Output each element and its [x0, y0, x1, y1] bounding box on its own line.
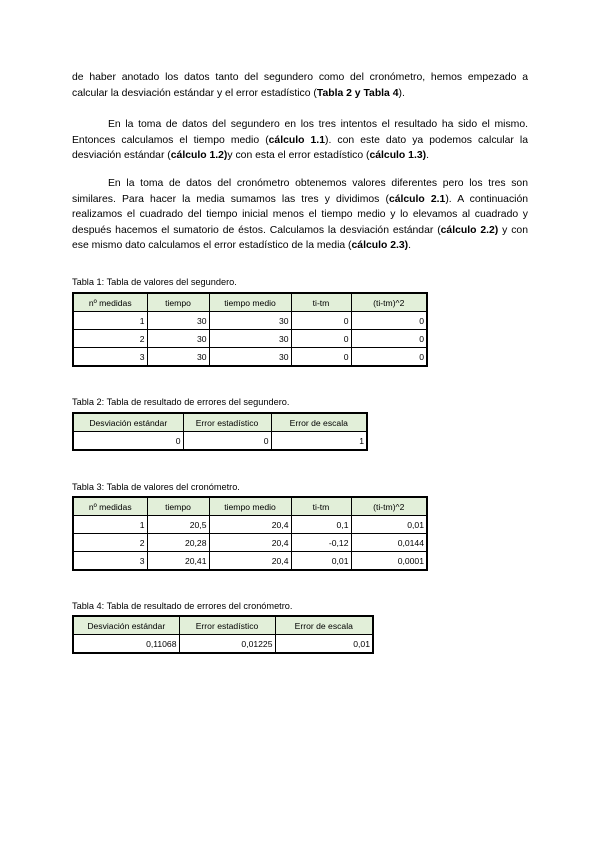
table-cell: 20,4	[209, 516, 291, 534]
table-header-row	[73, 616, 373, 635]
table-cell: 20,28	[147, 534, 209, 552]
table-cell: 20,4	[209, 552, 291, 571]
paragraph-cronometro	[72, 176, 528, 254]
table-cell: 30	[147, 330, 209, 348]
paragraph-text: ). con este dato ya podemos calcular la desviación estándar (	[72, 134, 529, 161]
table-cell: 0,01	[351, 516, 427, 534]
paragraph-text: .	[408, 240, 412, 251]
table-cell: 0,01	[275, 635, 373, 654]
bold-reference: cálculo 2.3)	[351, 240, 409, 251]
table2-caption: Tabla 2: Tabla de resultado de errores del segundero.	[72, 397, 290, 407]
bold-reference: cálculo 1.2)	[170, 150, 228, 161]
paragraph-text: .	[426, 150, 429, 161]
paragraph-text: En la toma de datos del cronómetro obtenemos valores diferentes pero los tres son similares. Para hacer la media sumamos las tres y dividimos (	[72, 178, 528, 205]
bold-reference: cálculo 1.3)	[369, 150, 427, 161]
paragraph-text: ).	[398, 87, 405, 99]
table-cell: 2	[73, 534, 147, 552]
column-header: Error estadístico	[183, 413, 271, 432]
table-cell: 0	[351, 330, 427, 348]
table3-cronometro-values	[72, 496, 428, 571]
table-header-row	[73, 497, 427, 516]
table-cell: 0	[183, 432, 271, 451]
table-cell: 0,0001	[351, 552, 427, 571]
table-cell: 20,41	[147, 552, 209, 571]
bold-reference: cálculo 2.1	[388, 193, 446, 205]
table-row	[73, 552, 427, 571]
table-header-row	[73, 413, 367, 432]
paragraph-text: ). A continuación realizamos el cuadrado del tiempo inicial menos el tiempo medio y lo elevamos al cuadrado y después hacemos el sumatorio de éstos. Calculamos la desviación estándar (	[72, 193, 529, 236]
table4-caption: Tabla 4: Tabla de resultado de errores del cronómetro.	[72, 601, 293, 611]
column-header: nº medidas	[73, 497, 147, 516]
table-row	[73, 516, 427, 534]
table-cell: 3	[73, 552, 147, 571]
column-header: Error de escala	[275, 616, 373, 635]
table-row	[73, 312, 427, 330]
paragraph-segundero	[72, 117, 528, 164]
column-header: (ti-tm)^2	[351, 497, 427, 516]
table3-caption: Tabla 3: Tabla de valores del cronómetro.	[72, 482, 240, 492]
column-header: tiempo	[147, 293, 209, 312]
table-row	[73, 330, 427, 348]
table-cell: 30	[147, 312, 209, 330]
table-cell: 0	[291, 348, 351, 367]
paragraph-text: y con ese mismo dato calculamos el error estadístico de la media (	[72, 224, 528, 251]
column-header: tiempo	[147, 497, 209, 516]
table-cell: 20,4	[209, 534, 291, 552]
table-cell: 30	[209, 348, 291, 367]
column-header: Error de escala	[271, 413, 367, 432]
column-header: nº medidas	[73, 293, 147, 312]
column-header: tiempo medio	[209, 293, 291, 312]
table-cell: 0	[351, 348, 427, 367]
table-row	[73, 432, 367, 451]
table-cell: 0,1	[291, 516, 351, 534]
table-cell: 1	[73, 516, 147, 534]
table-cell: 1	[73, 312, 147, 330]
paragraph-text: En la toma de datos del segundero en los tres intentos el resultado ha sido el mismo. Entonces calculamos el tiempo medio (	[72, 119, 528, 146]
table4-cronometro-errors	[72, 615, 374, 654]
table-header-row	[73, 293, 427, 312]
paragraph-text: de haber anotado los datos tanto del segundero como del cronómetro, hemos empezado a calcular la desviación estándar y el error estadístico (	[72, 72, 528, 99]
column-header: Desviación estándar	[73, 616, 179, 635]
column-header: ti-tm	[291, 293, 351, 312]
table-row	[73, 534, 427, 552]
column-header: (ti-tm)^2	[351, 293, 427, 312]
bold-reference: cálculo 2.2)	[440, 224, 499, 236]
table-row	[73, 635, 373, 654]
table-cell: 30	[209, 312, 291, 330]
table-cell: 2	[73, 330, 147, 348]
table-cell: 0	[291, 312, 351, 330]
table-cell: 30	[147, 348, 209, 367]
table-cell: 3	[73, 348, 147, 367]
table1-caption: Tabla 1: Tabla de valores del segundero.	[72, 277, 237, 287]
table-cell: 30	[209, 330, 291, 348]
table-cell: -0,12	[291, 534, 351, 552]
column-header: Error estadístico	[179, 616, 275, 635]
table2-segundero-errors	[72, 412, 368, 451]
column-header: Desviación estándar	[73, 413, 183, 432]
bold-reference: Tabla 2 y Tabla 4	[316, 87, 399, 99]
table-cell: 0,01225	[179, 635, 275, 654]
table-cell: 1	[271, 432, 367, 451]
paragraph-intro	[72, 70, 528, 101]
column-header: ti-tm	[291, 497, 351, 516]
table-cell: 0,01	[291, 552, 351, 571]
table-cell: 0	[291, 330, 351, 348]
column-header: tiempo medio	[209, 497, 291, 516]
table-row	[73, 348, 427, 367]
bold-reference: cálculo 1.1	[268, 134, 325, 146]
table1-segundero-values	[72, 292, 428, 367]
table-cell: 0	[351, 312, 427, 330]
paragraph-text: y con esta el error estadístico (	[227, 150, 370, 161]
table-cell: 0,11068	[73, 635, 179, 654]
table-cell: 0	[73, 432, 183, 451]
table-cell: 0,0144	[351, 534, 427, 552]
table-cell: 20,5	[147, 516, 209, 534]
